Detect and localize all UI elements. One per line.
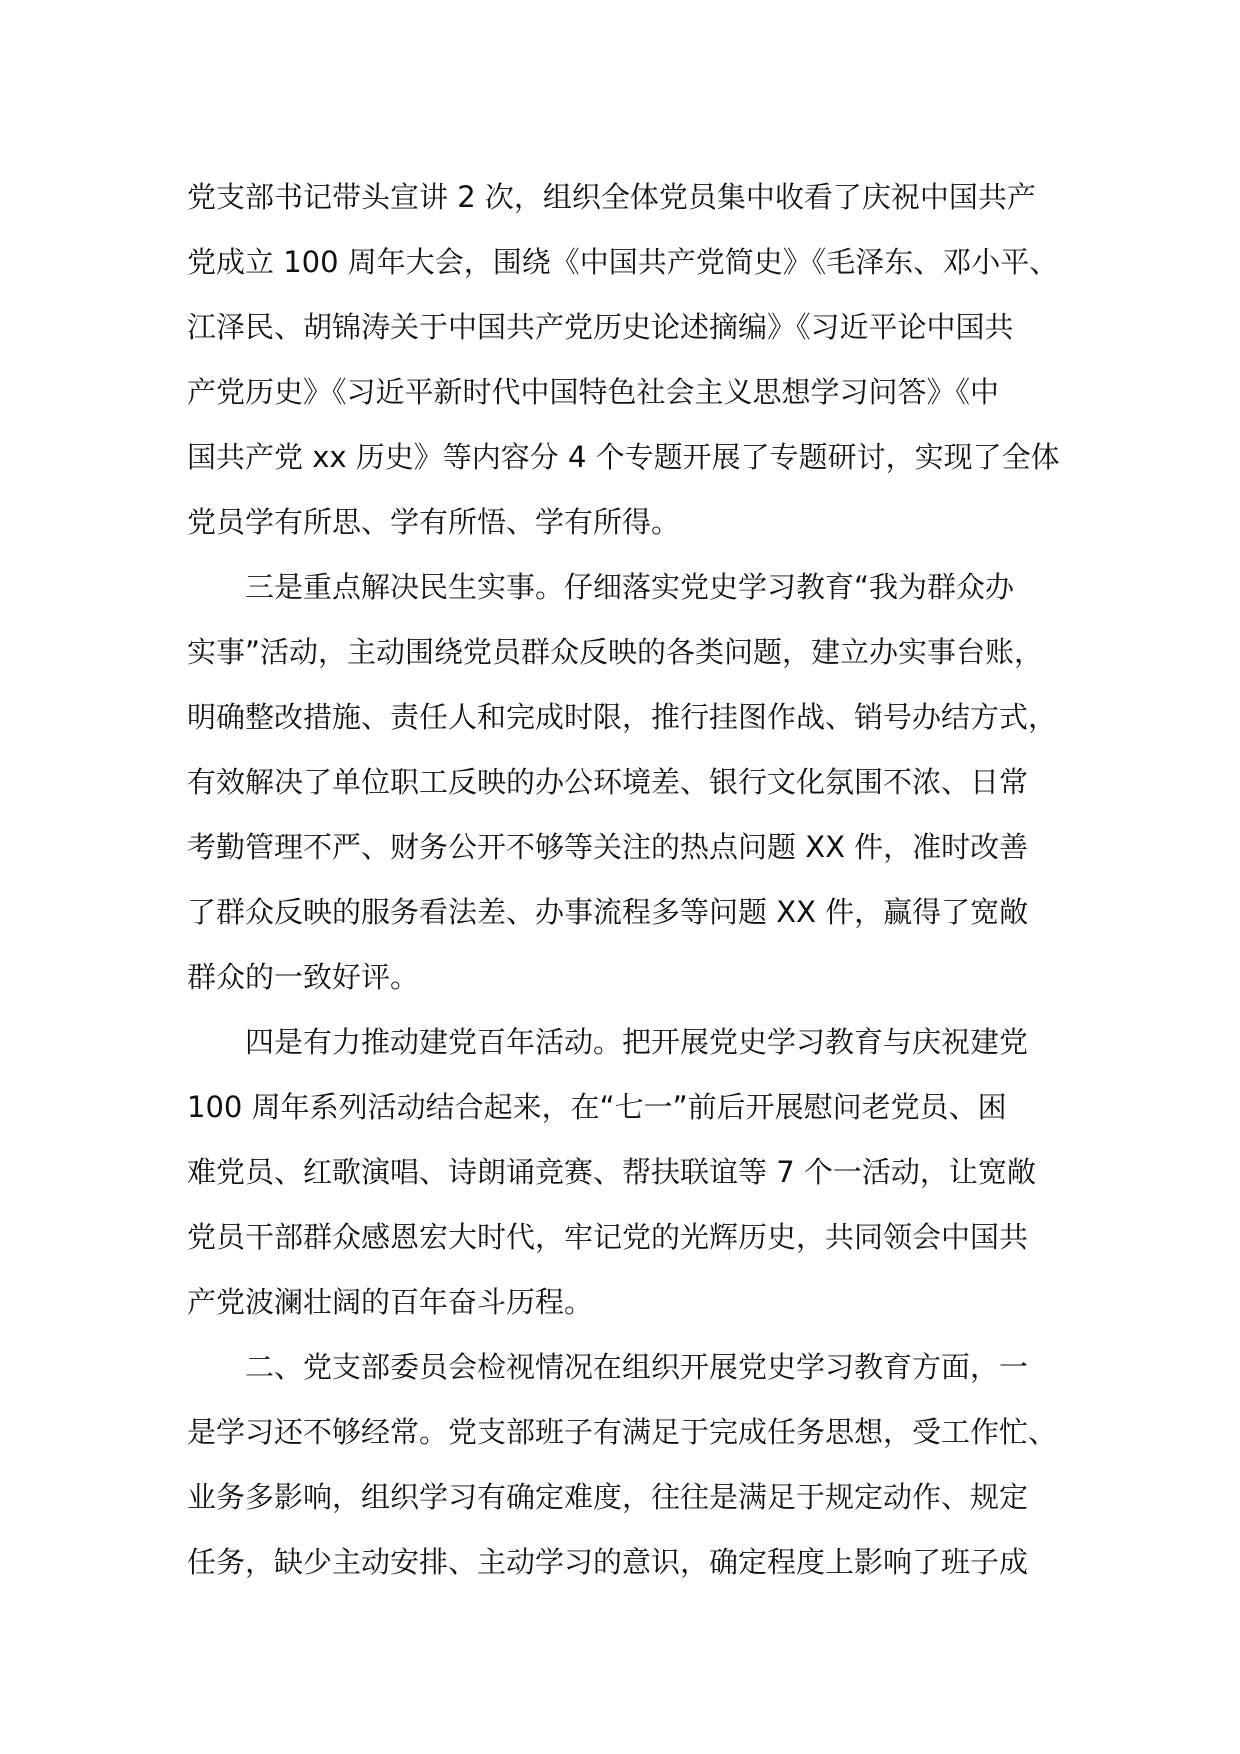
paragraph-first-line: 四是有力推动建党百年活动。把开展党史学习教育与庆祝建党 (245, 1025, 1029, 1059)
paragraph-first-line: 三是重点解决民生实事。仔细落实党史学习教育“我为群众办 (245, 570, 1015, 604)
text-line: 国共产党 xx 历史》等内容分 4 个专题开展了专题研讨，实现了全体 (187, 440, 1060, 474)
text-line: 任务，缺少主动安排、主动学习的意识，确定程度上影响了班子成 (187, 1545, 1029, 1579)
text-line: 了群众反映的服务看法差、办事流程多等问题 XX 件，赢得了宽敞 (187, 895, 1029, 929)
text-line: 有效解决了单位职工反映的办公环境差、银行文化氛围不浓、日常 (187, 765, 1029, 799)
text-line: 难党员、红歌演唱、诗朗诵竞赛、帮扶联谊等 7 个一活动，让宽敞 (187, 1155, 1036, 1189)
body-text (187, 165, 1067, 1595)
text-line: 党员学有所思、学有所悟、学有所得。 (187, 505, 681, 539)
text-line: 江泽民、胡锦涛关于中国共产党历史论述摘编》《习近平论中国共 (187, 310, 1014, 344)
text-line: 党成立 100 周年大会，围绕《中国共产党简史》《毛泽东、邓小平、 (187, 245, 1059, 279)
text-line: 党支部书记带头宣讲 2 次，组织全体党员集中收看了庆祝中国共产 (187, 180, 1036, 214)
text-line: 产党历史》《习近平新时代中国特色社会主义思想学习问答》《中 (187, 375, 1000, 409)
text-line: 群众的一致好评。 (187, 960, 420, 994)
text-line: 是学习还不够经常。党支部班子有满足于完成任务思想，受工作忙、 (187, 1415, 1058, 1449)
text-line: 业务多影响，组织学习有确定难度，往往是满足于规定动作、规定 (187, 1480, 1029, 1514)
paragraph-first-line: 二、党支部委员会检视情况在组织开展党史学习教育方面，一 (245, 1350, 1029, 1384)
text-line: 实事”活动，主动围绕党员群众反映的各类问题，建立办实事台账， (187, 635, 1044, 669)
text-line: 党员干部群众感恩宏大时代，牢记党的光辉历史，共同领会中国共 (187, 1220, 1029, 1254)
text-line: 明确整改措施、责任人和完成时限，推行挂图作战、销号办结方式， (187, 700, 1058, 734)
text-line: 100 周年系列活动结合起来，在“七一”前后开展慰问老党员、困 (187, 1090, 1007, 1124)
text-line: 产党波澜壮阔的百年奋斗历程。 (187, 1285, 594, 1319)
text-line: 考勤管理不严、财务公开不够等关注的热点问题 XX 件，准时改善 (187, 830, 1029, 864)
